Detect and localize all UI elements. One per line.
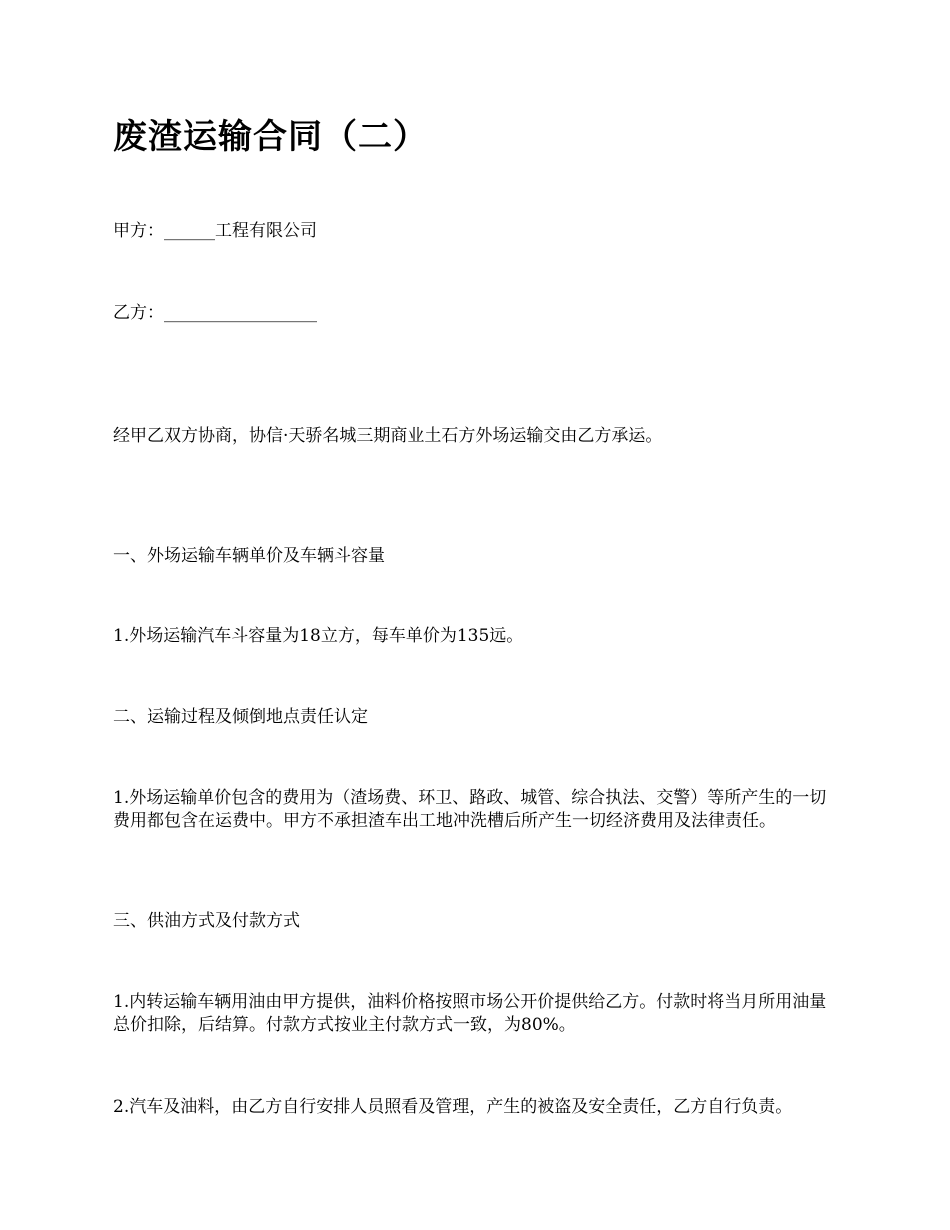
section-2-heading: 二、运输过程及倾倒地点责任认定 — [113, 707, 368, 727]
section-3-item-2: 2.汽车及油料，由乙方自行安排人员照看及管理，产生的被盗及安全责任，乙方自行负责。 — [113, 1097, 793, 1117]
intro-paragraph: 经甲乙双方协商，协信·天骄名城三期商业土石方外场运输交由乙方承运。 — [113, 426, 663, 446]
party-a-line: 甲方：______工程有限公司 — [113, 221, 317, 241]
party-b-line: 乙方：__________________ — [113, 303, 317, 323]
document-title: 废渣运输合同（二） — [113, 117, 428, 157]
section-3-item-1: 1.内转运输车辆用油由甲方提供，油料价格按照市场公开价提供给乙方。付款时将当月所用油量总价扣除，后结算。付款方式按业主付款方式一致，为80%。 — [113, 992, 827, 1035]
section-2-item-1: 1.外场运输单价包含的费用为（渣场费、环卫、路政、城管、综合执法、交警）等所产生的一切费用都包含在运费中。甲方不承担渣车出工地冲洗槽后所产生一切经济费用及法律责任。 — [113, 788, 827, 831]
section-1-item-1: 1.外场运输汽车斗容量为18立方，每车单价为135远。 — [113, 626, 524, 646]
section-3-heading: 三、供油方式及付款方式 — [113, 911, 300, 931]
section-1-heading: 一、外场运输车辆单价及车辆斗容量 — [113, 546, 385, 566]
